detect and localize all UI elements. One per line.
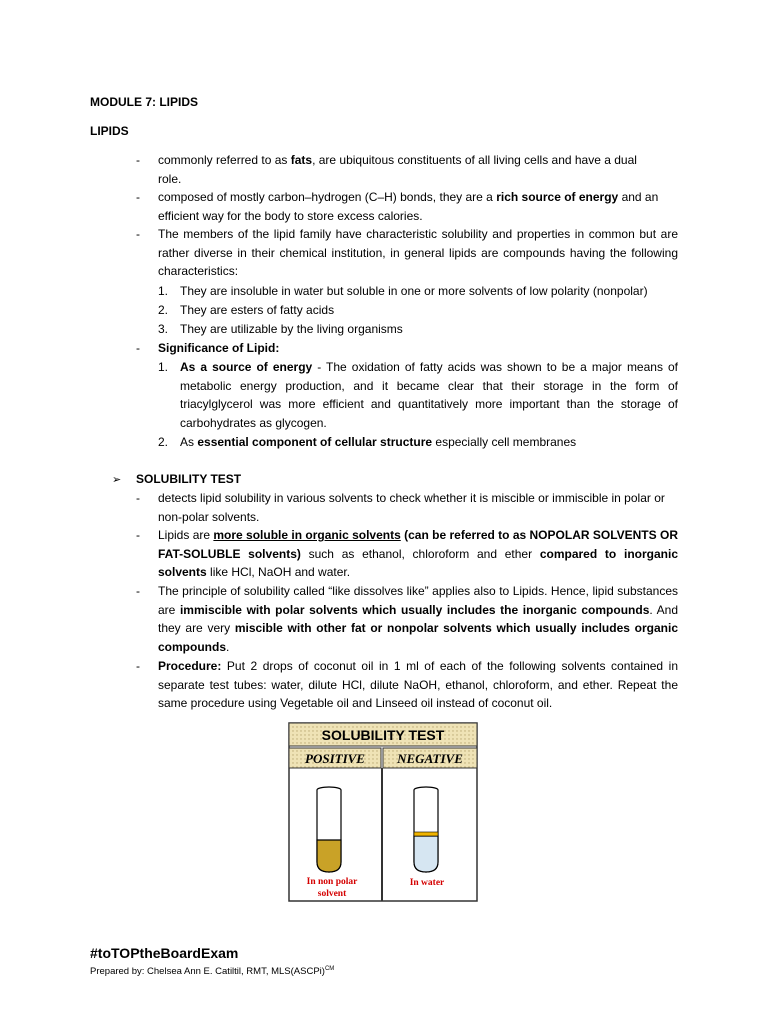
solubility-illustration <box>288 722 478 902</box>
bullet-dash: - <box>136 528 140 542</box>
bullet-dash: - <box>136 227 140 241</box>
significance-title: Significance of Lipid: <box>158 341 280 355</box>
footer-hashtag: #toTOPtheBoardExam <box>90 945 239 961</box>
positive-test-tube <box>317 787 341 872</box>
list-number: 1. <box>158 284 169 298</box>
lipids-bullet-energy: composed of mostly carbon–hydrogen (C–H) bonds, they are a rich source of energy and an efficient way for the body to store excess calories. <box>158 190 659 223</box>
negative-test-tube <box>414 787 438 872</box>
solubility-title: SOLUBILITY TEST <box>136 472 242 486</box>
module-title: MODULE 7: LIPIDS <box>90 95 199 109</box>
significance-structure: As essential component of cellular structure especially cell membranes <box>180 435 577 449</box>
solubility-principle: The principle of solubility called “like dissolves like” applies also to Lipids. Hence, lipid substances are immiscible with polar solvents which usually includes the inorganic compounds. And they are very miscible with other fat or nonpolar solvents which usually includes organic compounds. <box>158 584 679 654</box>
section-title: LIPIDS <box>90 124 129 138</box>
lipids-bullet-members: The members of the lipid family have characteristic solubility and properties in common but are rather diverse in their chemical institution, in general lipids are compounds having the following characteristics: <box>158 227 678 279</box>
figure-title: SOLUBILITY TEST <box>321 727 445 743</box>
bullet-dash: - <box>136 659 140 673</box>
negative-caption: In water <box>409 878 445 888</box>
characteristic-item: They are utilizable by the living organisms <box>180 322 403 336</box>
characteristic-item: They are esters of fatty acids <box>180 303 335 317</box>
bullet-dash: - <box>136 341 140 355</box>
characteristic-item: They are insoluble in water but soluble in one or more solvents of low polarity (nonpolar) <box>180 284 648 298</box>
positive-caption-line2: solvent <box>317 889 347 899</box>
footer-credit: Prepared by: Chelsea Ann E. Catiltil, RMT, MLS(ASCPi)$^{CM}$ <box>90 966 335 978</box>
solubility-definition: detects lipid solubility in various solvents to check whether it is miscible or immiscible in polar or non-polar solvents. <box>158 491 665 524</box>
significance-energy: As a source of energy - The oxidation of fatty acids was shown to be a major means of metabolic energy production, and it became clear that their storage in the form of triacylglycerol was more efficient and quantitatively more important than the storage of carbohydrates as glycogen. <box>180 360 678 430</box>
lipids-bullet-fats: commonly referred to as fats, are ubiquitous constituents of all living cells and have a dual role. <box>158 153 637 186</box>
solubility-organic: Lipids are more soluble in organic solvents (can be referred to as NOPOLAR SOLVENTS OR FAT-SOLUBLE solvents) such as ethanol, chloroform and ether compared to inorganic solvents like HCl, NaOH and water. <box>158 528 678 580</box>
oil-fill <box>317 840 341 872</box>
oil-layer <box>414 832 438 836</box>
solubility-procedure: Procedure: Put 2 drops of coconut oil in 1 ml of each of the following solvents contained in separate test tubes: water, dilute HCl, dilute NaOH, ethanol, chloroform, and ether. Repeat the same procedure using Vegetable oil and Linseed oil instead of coconut oil. <box>158 659 678 711</box>
list-number: 2. <box>158 303 169 317</box>
bullet-dash: - <box>136 584 140 598</box>
water-fill <box>414 836 438 872</box>
solubility-test-figure <box>288 722 478 902</box>
list-number: 1. <box>158 360 169 374</box>
list-number: 3. <box>158 322 169 336</box>
negative-label: NEGATIVE <box>397 751 463 766</box>
bullet-dash: - <box>136 153 140 167</box>
bullet-dash: - <box>136 190 140 204</box>
bullet-dash: - <box>136 491 140 505</box>
positive-caption-line1: In non polar <box>306 877 358 887</box>
positive-label: POSITIVE <box>305 751 365 766</box>
list-number: 2. <box>158 435 169 449</box>
arrow-bullet-icon: ➢ <box>112 474 122 486</box>
